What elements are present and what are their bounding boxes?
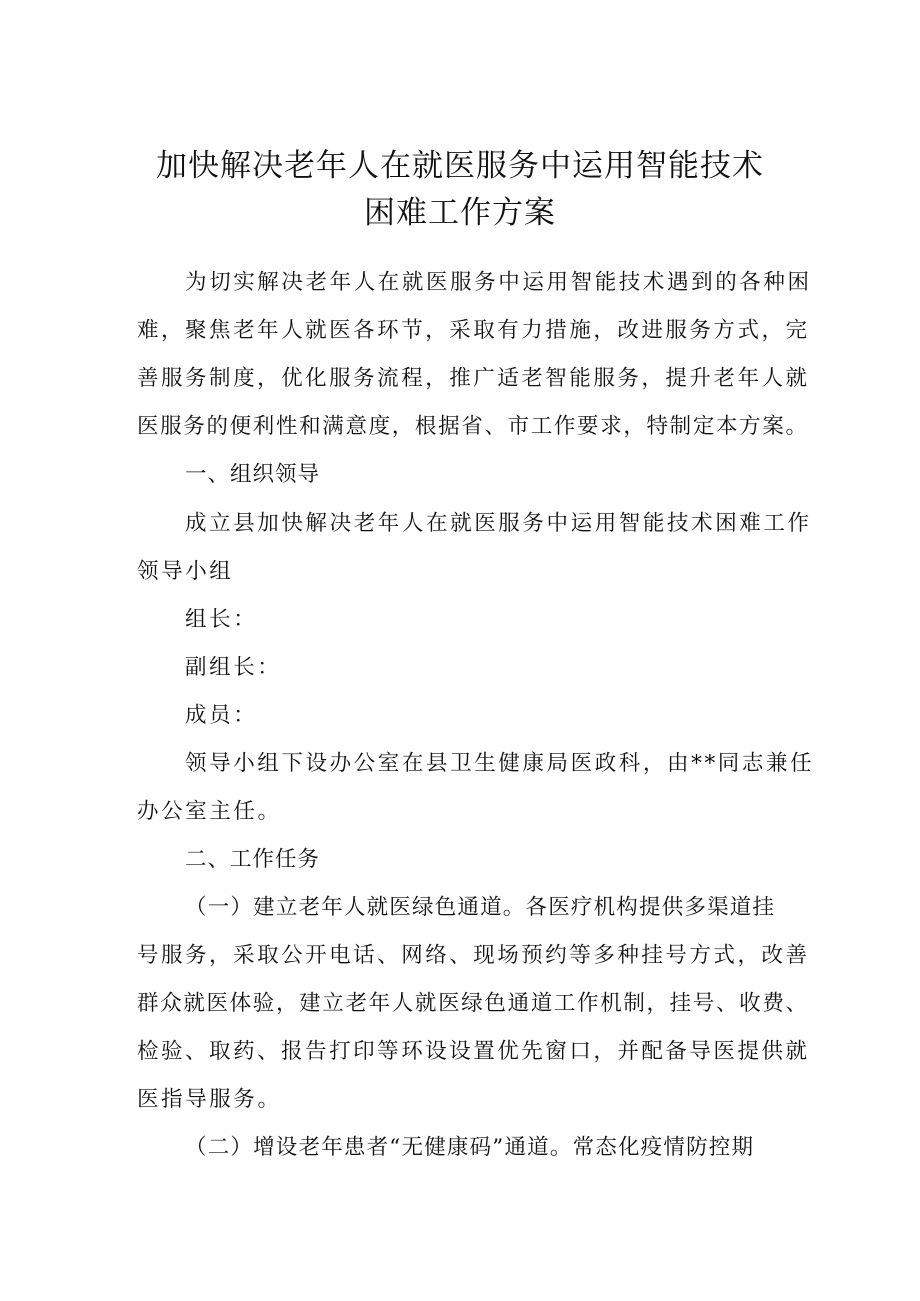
section-heading-tasks: 二、工作任务 <box>185 847 321 872</box>
office-line-2: 办公室主任。 <box>137 799 282 824</box>
intro-line-2: 难，聚焦老年人就医各环节，采取有力措施，改进服务方式，完 <box>137 318 807 343</box>
task1-line-1: （一）建立老年人就医绿色通道。各医疗机构提供多渠道挂 <box>185 895 776 920</box>
task1-line-2: 号服务，采取公开电话、网络、现场预约等多种挂号方式，改善 <box>137 943 807 968</box>
leader-label: 组长： <box>185 607 258 632</box>
document-title-line-2: 困难工作方案 <box>364 195 556 231</box>
deputy-leader-label: 副组长： <box>185 655 282 680</box>
members-label: 成员： <box>185 703 258 728</box>
document-title-line-1: 加快解决老年人在就医服务中运用智能技术 <box>156 148 764 184</box>
task2-line-1: （二）增设老年患者“无健康码”通道。常态化疫情防控期 <box>185 1135 755 1160</box>
task1-line-5: 医指导服务。 <box>137 1087 282 1112</box>
intro-line-4: 医服务的便利性和满意度，根据省、市工作要求，特制定本方案。 <box>137 414 807 439</box>
section1-line-1: 成立县加快解决老年人在就医服务中运用智能技术困难工作 <box>185 511 812 536</box>
task1-line-4: 检验、取药、报告打印等环设设置优先窗口，并配备导医提供就 <box>137 1039 807 1064</box>
section1-line-2: 领导小组 <box>137 559 234 584</box>
intro-line-3: 善服务制度，优化服务流程，推广适老智能服务，提升老年人就 <box>137 366 807 391</box>
section-heading-organization: 一、组织领导 <box>185 462 321 487</box>
task1-line-3: 群众就医体验，建立老年人就医绿色通道工作机制，挂号、收费、 <box>137 991 807 1016</box>
intro-line-1: 为切实解决老年人在就医服务中运用智能技术遇到的各种困 <box>185 270 812 295</box>
office-line-1: 领导小组下设办公室在县卫生健康局医政科，由**同志兼任 <box>185 751 815 776</box>
